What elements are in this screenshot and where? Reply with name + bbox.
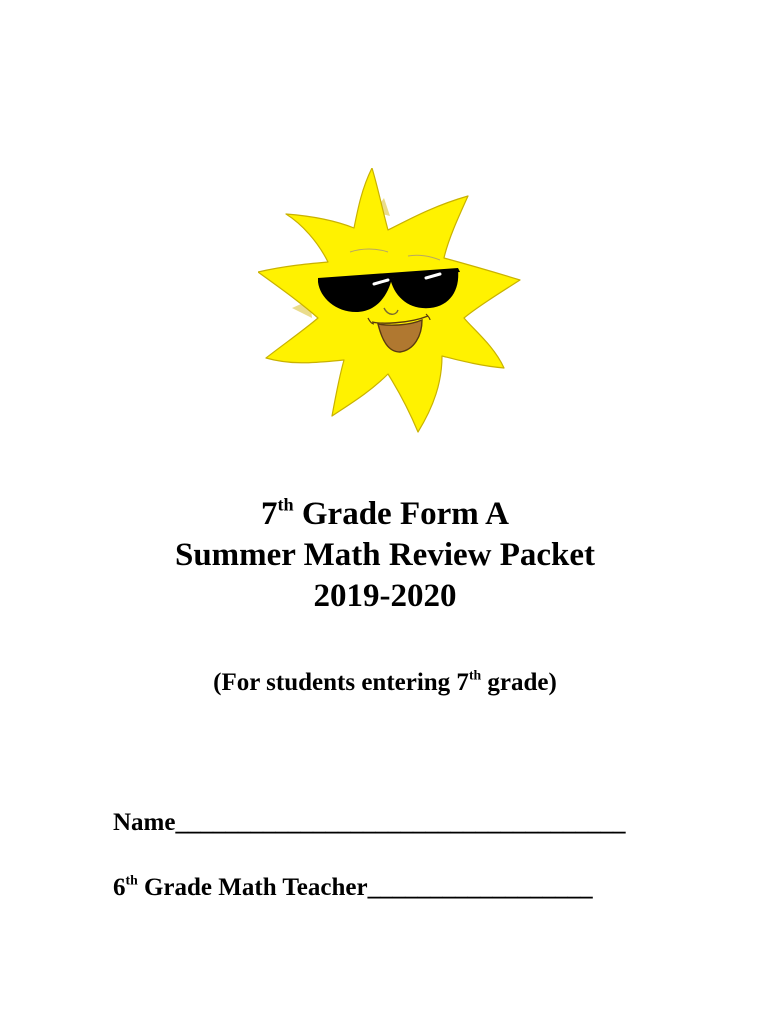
- title-grade-number: 7: [260, 496, 278, 532]
- teacher-field[interactable]: [113, 873, 593, 903]
- name-label: Name: [113, 809, 176, 836]
- sun-with-sunglasses-icon: [258, 168, 522, 434]
- title-line-year: 2019-2020: [313, 578, 457, 614]
- title-grade-rest: Grade Form A: [293, 496, 509, 532]
- subtitle-rest: grade): [481, 669, 557, 696]
- title-line-packet: Summer Math Review Packet: [174, 537, 596, 573]
- subtitle-prefix: (For students entering 7: [213, 669, 469, 696]
- teacher-blank-line[interactable]: __________________: [367, 874, 593, 901]
- name-blank-line[interactable]: ____________________________________: [175, 809, 626, 836]
- teacher-grade-suffix: th: [125, 872, 138, 888]
- name-field[interactable]: [113, 808, 625, 838]
- document-subtitle: [0, 668, 770, 698]
- title-grade-suffix: th: [277, 494, 294, 515]
- document-title: [0, 494, 770, 617]
- teacher-label: Grade Math Teacher: [137, 874, 368, 901]
- subtitle-suffix: th: [468, 667, 482, 683]
- title-line-grade: [0, 494, 770, 535]
- teacher-grade-number: 6: [113, 874, 126, 901]
